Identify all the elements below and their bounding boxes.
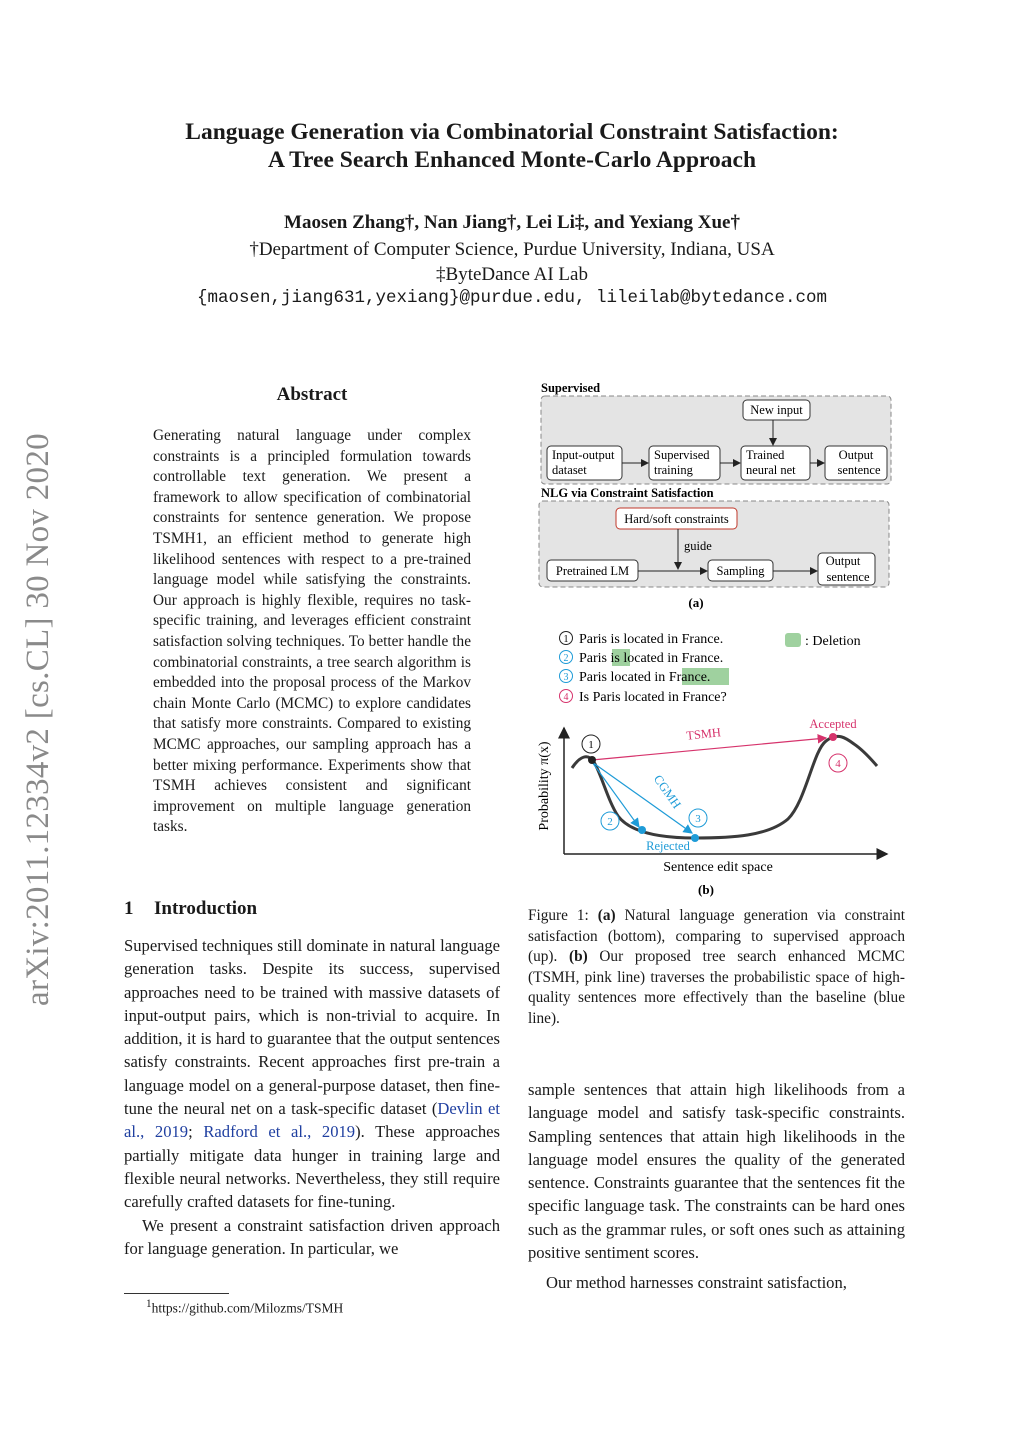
- nlg-label: NLG via Constraint Satisfaction: [541, 486, 714, 500]
- accepted-label: Accepted: [809, 717, 857, 731]
- y-axis-label: Probability π(x): [537, 741, 552, 831]
- authors: Maosen Zhang†, Nan Jiang†, Lei Li‡, and Yexiang Xue†: [284, 212, 740, 233]
- tsmh-label: TSMH: [685, 725, 722, 743]
- rejected-label: Rejected: [646, 839, 690, 853]
- sentence-1: Paris is located in France.: [579, 632, 724, 647]
- paper-title: [0, 118, 1024, 174]
- sentence-2-number: 2: [563, 653, 569, 664]
- sentence-1-number: 1: [563, 634, 569, 645]
- right-paragraph-1: sample sentences that attain high likelihoods from a language model and satisfy task-specific constraints. Sampling sentences that attain high likelihoods in the language model ensures the quality of the generated sentence. Constraints guarantee that the sentences fit the specific language task. The constraints can be hard ones such as the grammar rules, or soft ones such as attaining positive sentiment scores.: [528, 1080, 905, 1263]
- cgmh-label: CGMH: [650, 772, 684, 812]
- x-axis-label: Sentence edit space: [663, 860, 773, 875]
- intro-paragraph-1: [124, 934, 500, 1214]
- output-label: Output: [838, 448, 874, 462]
- citation-devlin[interactable]: Devlin et al., 2019: [124, 1099, 500, 1142]
- subfig-b-label: (b): [698, 882, 714, 897]
- right-paragraph-2: Our method harnesses constraint satisfaction,: [546, 1273, 847, 1293]
- caption-label: Figure 1:: [528, 907, 589, 924]
- sample-point-3: [691, 834, 699, 842]
- sentence-4: Is Paris located in France?: [579, 690, 727, 705]
- sentence-4-number: 4: [563, 692, 569, 703]
- footnote-mark: 1: [146, 1298, 152, 1310]
- sample-point-2: [638, 826, 646, 834]
- figure-caption: [528, 906, 905, 1029]
- abstract-text: Generating natural language under complex constraints is a principled formulation towards controllable text generation. We present a framework to allow specification of combinatorial constraints for sentence generation. We propose TSMH1, an efficient method to generate high likelihood sentences with respect to a pre-trained language model while satisfying the constraints. Our approach is highly flexible, requires no task-specific training, and leverages efficient constraint satisfaction solving techniques. To better handle the combinatorial constraints, a tree search algorithm is embedded into the proposal process of the Markov chain Monte Carlo (MCMC) to explore candidates that satisfy more constraints. Compared to existing MCMC approaches, our sampling approach has a better mixing performance. Experiments show that TSMH achieves consistent and significant improvement on multiple language generation tasks.: [153, 427, 471, 836]
- constraints-label: Hard/soft constraints: [624, 512, 729, 526]
- pretrained-lm-label: Pretrained LM: [555, 564, 630, 578]
- intro-paragraph-2: We present a constraint satisfaction driven approach for language generation. In particular, we: [124, 1215, 500, 1258]
- nlg-output-label: sentence: [826, 570, 870, 584]
- sentence-3: Paris located in France.: [579, 670, 711, 685]
- author-emails: {maosen,jiang631,yexiang}@purdue.edu, lileilab@bytedance.com: [196, 288, 828, 308]
- section-heading: [124, 898, 257, 920]
- footnote-link[interactable]: https://github.com/Milozms/TSMH: [151, 1300, 344, 1316]
- trained-net-label: Trained: [746, 448, 785, 462]
- example-sentences: [560, 632, 861, 706]
- title-line-1: Language Generation via Combinatorial Constraint Satisfaction:: [185, 119, 839, 145]
- deletion-legend-label: : Deletion: [805, 634, 861, 649]
- point-4-number: 4: [835, 758, 841, 770]
- figure-1: [528, 376, 908, 901]
- citation-separator: ;: [188, 1122, 204, 1142]
- footnote-rule: [124, 1293, 229, 1294]
- affiliation-1: †Department of Computer Science, Purdue University, Indiana, USA: [249, 239, 775, 260]
- caption-a-text: Natural language generation via constraint satisfaction (bottom), comparing to supervised approach (up).: [528, 907, 905, 965]
- sup-training-label: training: [654, 463, 693, 477]
- point-1-number: 1: [588, 739, 594, 751]
- supervised-label: Supervised: [541, 381, 601, 395]
- sentence-3-number: 3: [563, 672, 569, 683]
- sampling-label: Sampling: [716, 564, 765, 578]
- section-title: Introduction: [154, 898, 258, 919]
- arxiv-identifier: arXiv:2011.12334v2 [cs.CL] 30 Nov 2020: [20, 433, 56, 1006]
- sentence-2: Paris is located in France.: [579, 651, 724, 666]
- new-input-label: New input: [750, 403, 803, 417]
- nlg-output-label: Output: [825, 554, 861, 568]
- tsmh-arrow: [592, 738, 826, 760]
- citation-radford[interactable]: Radford et al., 2019: [203, 1122, 356, 1142]
- caption-b-text: Our proposed tree search enhanced MCMC (TSMH, pink line) traverses the probabilistic space of high-quality sentences more effectively than the baseline (blue line).: [528, 948, 905, 1027]
- point-2-number: 2: [607, 816, 613, 828]
- section-number: 1: [124, 898, 134, 919]
- footnote: [146, 1298, 343, 1317]
- guide-label: guide: [684, 539, 712, 553]
- point-3-number: 3: [695, 813, 701, 825]
- affiliation-2: ‡ByteDance AI Lab: [436, 264, 588, 285]
- accepted-point: [829, 733, 837, 741]
- title-line-2: A Tree Search Enhanced Monte-Carlo Approach: [267, 147, 757, 173]
- start-point: [588, 756, 596, 764]
- io-dataset-label: dataset: [552, 463, 587, 477]
- caption-a-tag: (a): [597, 907, 616, 924]
- abstract-heading: Abstract: [276, 384, 348, 405]
- subfig-a-label: (a): [688, 595, 704, 610]
- io-dataset-label: Input-output: [552, 448, 615, 462]
- sup-training-label: Supervised: [654, 448, 710, 462]
- intro-text: ). These approaches partially mitigate data hunger in training large and flexible neural networks. Nevertheless, they still require carefully crafted datasets for fine-tuning.: [124, 1122, 500, 1212]
- deletion-legend-swatch: [785, 633, 801, 647]
- trained-net-label: neural net: [746, 463, 796, 477]
- intro-body: [124, 934, 500, 1260]
- output-label: sentence: [837, 463, 881, 477]
- right-column-body: [528, 1078, 905, 1295]
- intro-text: Supervised techniques still dominate in natural language generation tasks. Despite its success, supervised approaches need to be trained with massive datasets of input-output pairs, which is non-trivial to acquire. In addition, it is hard to guarantee that the output sentences satisfy constraints. Recent approaches first pre-train a language model on a general-purpose dataset, then fine-tune the neural net on a task-specific dataset (: [124, 936, 500, 1119]
- caption-b-tag: (b): [569, 948, 588, 965]
